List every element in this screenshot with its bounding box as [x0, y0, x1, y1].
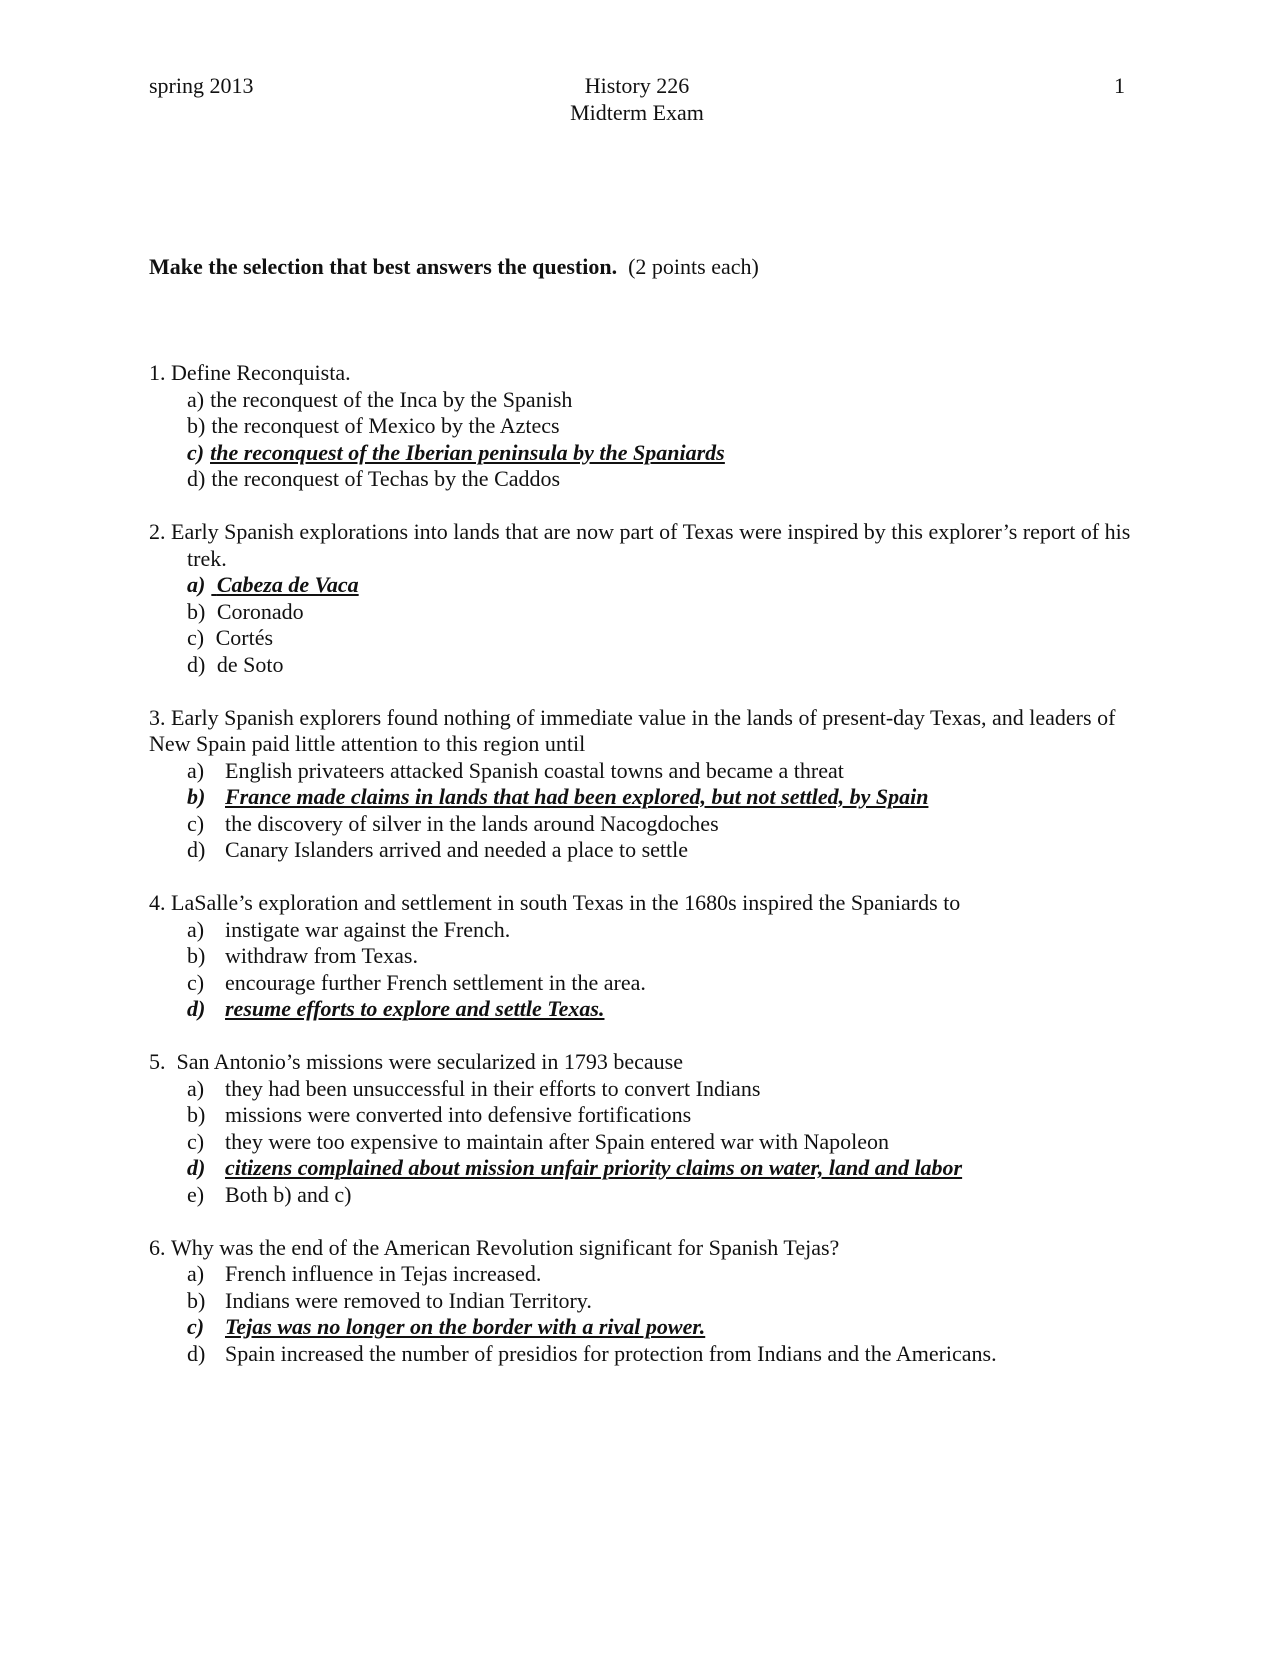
- answer-option-content: [187, 1261, 541, 1286]
- answer-text: Tejas was no longer on the border with a rival power.: [225, 1314, 706, 1339]
- answer-option: [149, 811, 1159, 838]
- exam-title: Midterm Exam: [570, 99, 704, 125]
- answer-letter: e): [187, 1181, 205, 1207]
- answer-option-correct: [149, 996, 1159, 1023]
- answer-letter: d): [187, 466, 206, 491]
- answer-option-content: [187, 1076, 760, 1101]
- answer-option: [149, 917, 1159, 944]
- answer-text: Spain increased the number of presidios for protection from Indians and the Americans.: [225, 1340, 997, 1366]
- question-text: [149, 890, 1159, 917]
- answer-text: the reconquest of Techas by the Caddos: [211, 466, 561, 491]
- answer-option-content: [187, 1102, 691, 1127]
- answer-option: [149, 943, 1159, 970]
- answer-options: [149, 1076, 1159, 1209]
- answer-option-content: [187, 811, 719, 836]
- question-number: 5.: [149, 1049, 166, 1074]
- answer-options: [149, 758, 1159, 864]
- answer-option-correct: [149, 440, 1159, 467]
- answer-option-content: [187, 917, 510, 942]
- page-header: [149, 73, 1125, 133]
- answer-option-correct: [149, 572, 1159, 599]
- answer-text: the reconquest of the Iberian peninsula by the Spaniards: [210, 439, 725, 465]
- answer-option-content: [187, 440, 725, 465]
- answer-option-content: [187, 837, 688, 862]
- page-number: 1: [1114, 73, 1125, 98]
- question-text: [149, 519, 1159, 572]
- answer-text: instigate war against the French.: [225, 916, 511, 942]
- answer-option: [149, 837, 1159, 864]
- answer-option: [149, 1076, 1159, 1103]
- question-prompt: Why was the end of the American Revolution significant for Spanish Tejas?: [171, 1234, 840, 1260]
- answer-option: [149, 1261, 1159, 1288]
- question-5: [149, 1049, 1159, 1208]
- answer-text: withdraw from Texas.: [225, 943, 418, 968]
- answer-text: resume efforts to explore and settle Texas.: [225, 996, 605, 1021]
- answer-text: English privateers attacked Spanish coastal towns and became a threat: [225, 757, 844, 783]
- answer-option: [149, 970, 1159, 997]
- answer-letter: a): [187, 572, 206, 597]
- answer-option: [149, 1341, 1159, 1368]
- question-prompt: Early Spanish explorations into lands that are now part of Texas were inspired by this explorer’s report of his trek.: [171, 519, 1131, 571]
- answer-text: Cabeza de Vaca: [216, 572, 359, 597]
- answer-options: [149, 572, 1159, 678]
- answer-letter: b): [187, 413, 206, 438]
- answer-option-content: [187, 466, 560, 491]
- answer-letter: d): [187, 1340, 206, 1366]
- answer-letter: a): [187, 757, 205, 783]
- answer-text: French influence in Tejas increased.: [225, 1261, 542, 1286]
- answer-text: the discovery of silver in the lands around Nacogdoches: [225, 810, 719, 836]
- question-text: [149, 360, 1159, 387]
- question-1: [149, 360, 1159, 493]
- question-3: [149, 705, 1159, 864]
- answer-option-content: [187, 1182, 351, 1207]
- question-number: 4.: [149, 890, 166, 915]
- answer-options: [149, 917, 1159, 1023]
- answer-option-content: [187, 625, 273, 650]
- answer-letter: c): [187, 439, 205, 465]
- answer-letter: a): [187, 1261, 205, 1286]
- answer-option-content: [187, 996, 604, 1021]
- answer-option-content: [187, 784, 928, 809]
- answer-option: [149, 625, 1159, 652]
- answer-letter: d): [187, 996, 206, 1021]
- answer-letter: c): [187, 810, 205, 836]
- term-label: spring 2013: [149, 73, 254, 98]
- answer-option-content: [187, 1341, 997, 1366]
- question-prompt: San Antonio’s missions were secularized in 1793 because: [176, 1049, 684, 1074]
- answer-letter: d): [187, 837, 206, 862]
- question-text: [149, 1235, 1159, 1262]
- answer-text: France made claims in lands that had been explored, but not settled, by Spain: [225, 784, 929, 809]
- answer-letter: c): [187, 1314, 205, 1339]
- question-text: [149, 1049, 1159, 1076]
- answer-text: they had been unsuccessful in their efforts to convert Indians: [225, 1075, 761, 1101]
- answer-text: encourage further French settlement in the area.: [225, 969, 646, 995]
- question-prompt: Early Spanish explorers found nothing of immediate value in the lands of present-day Texas, and leaders of New Spain paid little attention to this region until: [149, 704, 1116, 756]
- question-6: [149, 1235, 1159, 1368]
- answer-option-content: [187, 413, 560, 438]
- question-prompt: Define Reconquista.: [171, 360, 351, 385]
- answer-option-content: [187, 599, 304, 624]
- points-note: (2 points each): [628, 254, 759, 279]
- answer-option-content: [187, 943, 418, 968]
- answer-option-content: [187, 572, 359, 597]
- question-number: 3.: [149, 704, 166, 730]
- answer-option: [149, 1182, 1159, 1209]
- answer-option-content: [187, 970, 646, 995]
- answer-text: citizens complained about mission unfair priority claims on water, land and labor: [225, 1155, 963, 1180]
- answer-text: they were too expensive to maintain after Spain entered war with Napoleon: [225, 1128, 890, 1154]
- answer-options: [149, 1261, 1159, 1367]
- answer-option: [149, 599, 1159, 626]
- answer-letter: a): [187, 386, 205, 412]
- answer-option: [149, 387, 1159, 414]
- answer-option: [149, 413, 1159, 440]
- answer-letter: c): [187, 625, 205, 650]
- answer-text: Coronado: [216, 598, 304, 624]
- answer-option: [149, 758, 1159, 785]
- answer-letter: c): [187, 969, 205, 995]
- question-prompt: LaSalle’s exploration and settlement in south Texas in the 1680s inspired the Spaniards to: [171, 890, 961, 915]
- question-text: [149, 705, 1159, 758]
- answer-option-correct: [149, 784, 1159, 811]
- answer-text: the reconquest of Mexico by the Aztecs: [211, 413, 560, 438]
- question-4: [149, 890, 1159, 1023]
- answer-options: [149, 387, 1159, 493]
- answer-letter: c): [187, 1128, 205, 1154]
- answer-option-content: [187, 652, 283, 677]
- question-number: 1.: [149, 360, 166, 385]
- answer-option-content: [187, 758, 844, 783]
- answer-letter: a): [187, 1075, 205, 1101]
- header-title-block: [149, 73, 1125, 126]
- question-number: 2.: [149, 519, 166, 544]
- answer-text: missions were converted into defensive fortifications: [225, 1102, 692, 1127]
- answer-option-content: [187, 1129, 889, 1154]
- answer-text: Both b) and c): [225, 1181, 352, 1207]
- answer-option: [149, 1129, 1159, 1156]
- answer-text: de Soto: [216, 651, 284, 677]
- question-number: 6.: [149, 1234, 166, 1260]
- answer-letter: d): [187, 1155, 206, 1180]
- answer-letter: b): [187, 1287, 206, 1313]
- question-list: [149, 360, 1159, 1394]
- instructions: [149, 254, 1149, 281]
- answer-option-content: [187, 1155, 962, 1180]
- answer-letter: b): [187, 943, 206, 968]
- answer-letter: d): [187, 651, 206, 677]
- answer-letter: b): [187, 598, 206, 624]
- instructions-bold: Make the selection that best answers the question.: [149, 254, 618, 279]
- answer-option-content: [187, 387, 572, 412]
- answer-option-content: [187, 1314, 705, 1339]
- answer-option: [149, 1102, 1159, 1129]
- answer-letter: a): [187, 916, 205, 942]
- answer-option: [149, 652, 1159, 679]
- question-2: [149, 519, 1159, 678]
- answer-text: the reconquest of the Inca by the Spanish: [210, 386, 573, 412]
- answer-option-correct: [149, 1155, 1159, 1182]
- answer-text: Indians were removed to Indian Territory.: [225, 1287, 592, 1313]
- answer-text: Canary Islanders arrived and needed a place to settle: [225, 837, 689, 862]
- answer-option: [149, 1288, 1159, 1315]
- answer-option-correct: [149, 1314, 1159, 1341]
- answer-letter: b): [187, 1102, 206, 1127]
- answer-option: [149, 466, 1159, 493]
- answer-text: Cortés: [215, 625, 274, 650]
- answer-letter: b): [187, 784, 206, 809]
- answer-option-content: [187, 1288, 592, 1313]
- course-title: History 226: [584, 73, 690, 98]
